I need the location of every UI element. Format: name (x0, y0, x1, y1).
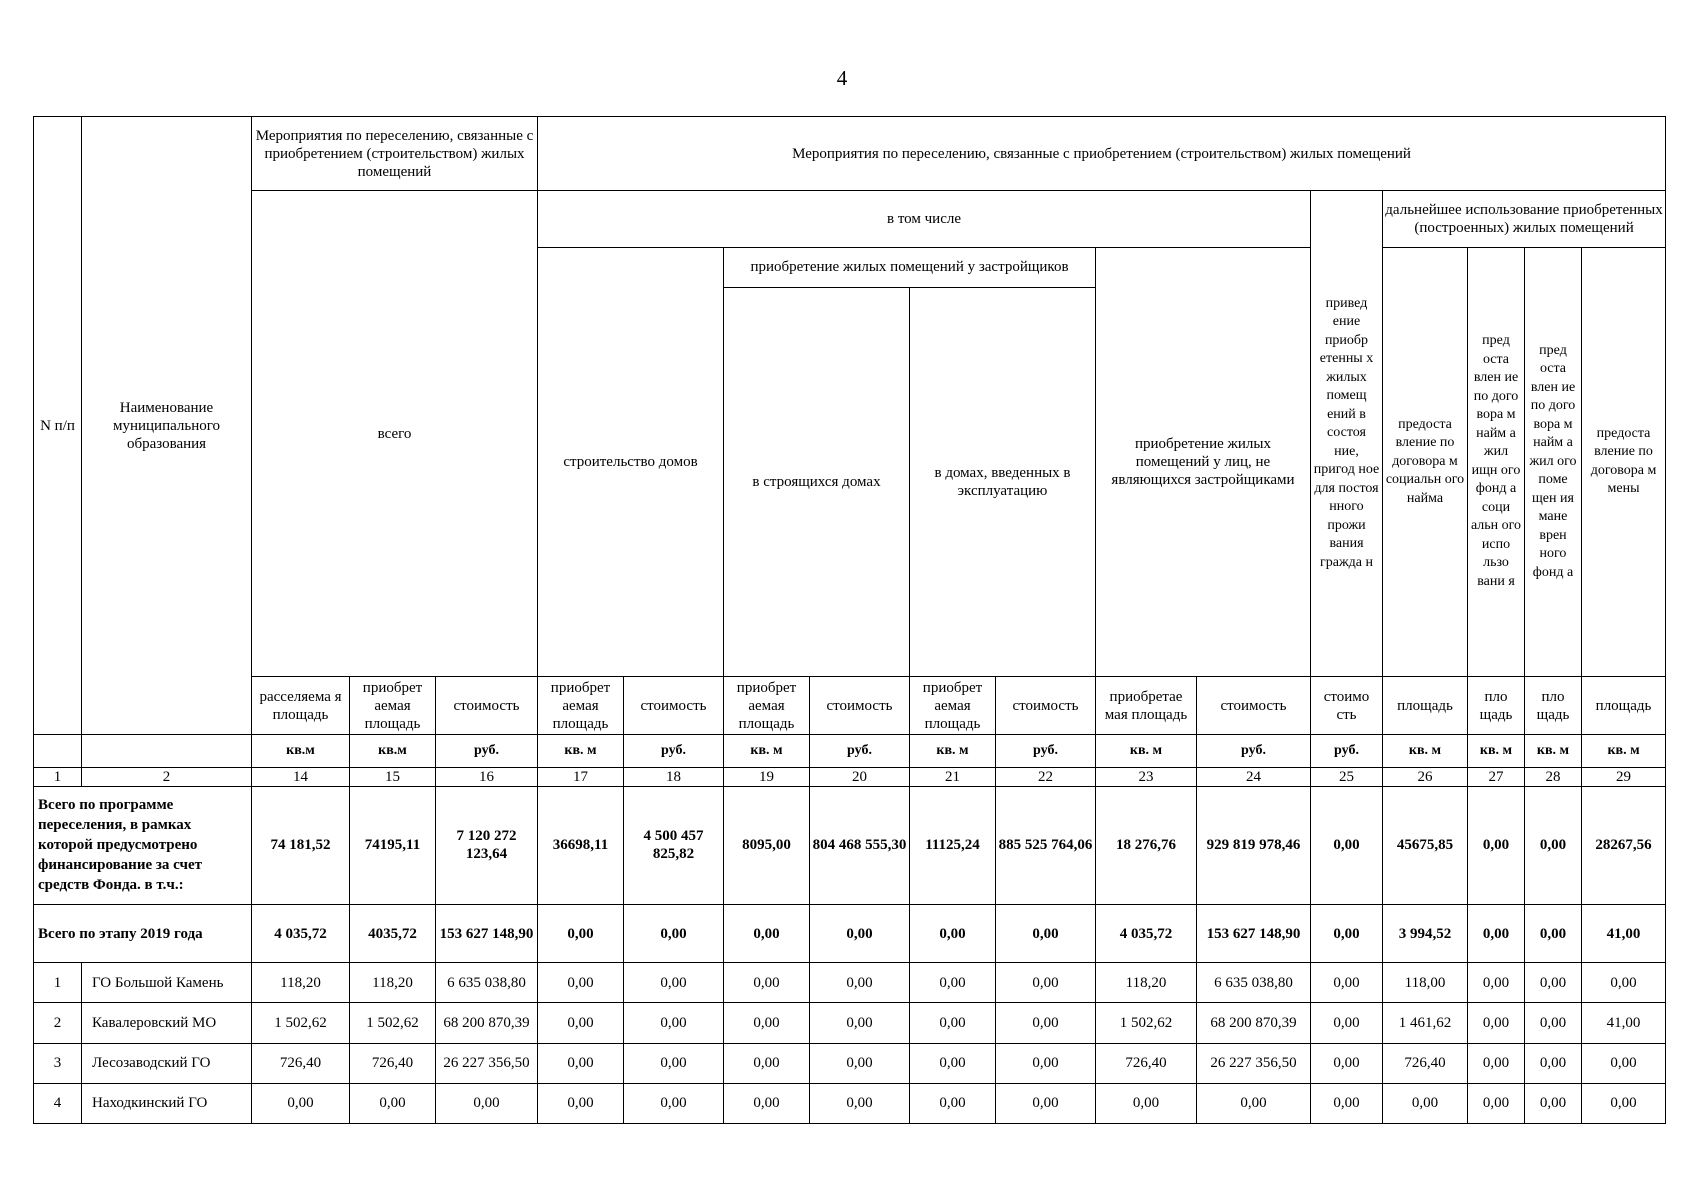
subheader: площадь (1582, 677, 1666, 735)
column-number: 23 (1096, 767, 1197, 786)
table-cell: 0,00 (538, 1003, 624, 1043)
table-cell: 36698,11 (538, 786, 624, 904)
table-cell: 0,00 (724, 1043, 810, 1083)
table-cell: 0,00 (996, 1043, 1096, 1083)
table-cell: 0,00 (996, 1003, 1096, 1043)
table-cell: 0,00 (538, 1043, 624, 1083)
subheader: стоимость (996, 677, 1096, 735)
table-cell: 18 276,76 (1096, 786, 1197, 904)
table-cell: 0,00 (350, 1083, 436, 1123)
table-cell: 118,20 (350, 963, 436, 1003)
table-cell: 0,00 (910, 1003, 996, 1043)
table-cell: 0,00 (1525, 1083, 1582, 1123)
total-label: Всего по этапу 2019 года (34, 905, 252, 963)
table-cell: 0,00 (538, 963, 624, 1003)
resettlement-table (33, 116, 1666, 1124)
header-group-left: Мероприятия по переселению, связанные с приобретением (строительством) жилых помещений (252, 117, 538, 191)
header-vsego: всего (252, 191, 538, 677)
subheader: стоимость (1197, 677, 1311, 735)
header-manevr-fond: пред оста влен ие по дого вора м найм а жил ого поме щен ия мане врен ного фонд а (1525, 247, 1582, 677)
table-cell: 1 502,62 (1096, 1003, 1197, 1043)
table-cell: 0,00 (1468, 1043, 1525, 1083)
unit-label: руб. (996, 735, 1096, 767)
table-cell: 4 035,72 (252, 905, 350, 963)
table-cell: 726,40 (1383, 1043, 1468, 1083)
table-cell: 0,00 (810, 963, 910, 1003)
table-cell: 1 502,62 (252, 1003, 350, 1043)
table-cell: 0,00 (1525, 1043, 1582, 1083)
table-cell: 0,00 (1311, 1003, 1383, 1043)
unit-label: кв. м (1582, 735, 1666, 767)
table-cell: 0,00 (1582, 1083, 1666, 1123)
table-cell: 0,00 (1468, 963, 1525, 1003)
table-cell: 726,40 (252, 1043, 350, 1083)
table-cell: 0,00 (1383, 1083, 1468, 1123)
unit-label: руб. (436, 735, 538, 767)
unit-label: кв. м (910, 735, 996, 767)
subheader: приобретае мая площадь (1096, 677, 1197, 735)
column-number: 1 (34, 767, 82, 786)
table-cell: 0,00 (724, 963, 810, 1003)
subheader: пло щадь (1525, 677, 1582, 735)
table-cell: 41,00 (1582, 1003, 1666, 1043)
header-stroitelstvo: строительство домов (538, 247, 724, 677)
table-cell: 0,00 (624, 1003, 724, 1043)
table-cell: 7 120 272 123,64 (436, 786, 538, 904)
column-number: 16 (436, 767, 538, 786)
table-cell: 0,00 (1311, 905, 1383, 963)
row-number: 2 (34, 1003, 82, 1043)
table-cell: 0,00 (538, 1083, 624, 1123)
table-cell: 11125,24 (910, 786, 996, 904)
table-cell: 0,00 (996, 905, 1096, 963)
total-row-2019 (34, 905, 1666, 963)
header-soc-naim: предоста вление по договора м социальн ого найма (1383, 247, 1468, 677)
table-cell: 0,00 (724, 1003, 810, 1043)
column-number: 18 (624, 767, 724, 786)
total-row-program (34, 786, 1666, 904)
column-number: 21 (910, 767, 996, 786)
table-cell: 0,00 (996, 963, 1096, 1003)
table-row (34, 1043, 1666, 1083)
header-privedenie: привед ение приобр етенны х жилых помещ ений в состоя ние, пригод ное для постоя нного прожи вания гражда н (1311, 191, 1383, 677)
column-number: 22 (996, 767, 1096, 786)
table-cell: 0,00 (1525, 786, 1582, 904)
table-cell: 0,00 (1311, 1083, 1383, 1123)
subheader: приобрет аемая площадь (724, 677, 810, 735)
table-cell: 1 502,62 (350, 1003, 436, 1043)
unit-spacer (82, 735, 252, 767)
unit-label: кв. м (1468, 735, 1525, 767)
header-group-main: Мероприятия по переселению, связанные с приобретением (строительством) жилых помещений (538, 117, 1666, 191)
table-cell: 0,00 (1525, 963, 1582, 1003)
subheader: площадь (1383, 677, 1468, 735)
table-cell: 45675,85 (1383, 786, 1468, 904)
row-number: 4 (34, 1083, 82, 1123)
table-cell: 0,00 (624, 1043, 724, 1083)
header-v-vvedennyh: в домах, введенных в эксплуатацию (910, 287, 1096, 677)
table-cell: 74 181,52 (252, 786, 350, 904)
page-number: 4 (836, 66, 848, 90)
table-cell: 153 627 148,90 (436, 905, 538, 963)
table-cell: 0,00 (252, 1083, 350, 1123)
table-cell: 0,00 (1311, 963, 1383, 1003)
table-cell: 929 819 978,46 (1197, 786, 1311, 904)
table-cell: 0,00 (1096, 1083, 1197, 1123)
column-number: 29 (1582, 767, 1666, 786)
table-cell: 6 635 038,80 (436, 963, 538, 1003)
subheader: расселяема я площадь (252, 677, 350, 735)
table-row (34, 1003, 1666, 1043)
header-priobr-ne-zastr: приобретение жилых помещений у лиц, не являющихся застройщиками (1096, 247, 1311, 677)
table-cell: 0,00 (910, 963, 996, 1003)
column-number: 15 (350, 767, 436, 786)
table-cell: 118,20 (1096, 963, 1197, 1003)
table-cell: 26 227 356,50 (436, 1043, 538, 1083)
table-cell: 1 461,62 (1383, 1003, 1468, 1043)
subheader: приобрет аемая площадь (350, 677, 436, 735)
column-number: 2 (82, 767, 252, 786)
unit-label: руб. (810, 735, 910, 767)
table-cell: 0,00 (436, 1083, 538, 1123)
table-cell: 0,00 (810, 905, 910, 963)
table-cell: 3 994,52 (1383, 905, 1468, 963)
row-number: 3 (34, 1043, 82, 1083)
unit-label: кв. м (1525, 735, 1582, 767)
subheader: приобрет аемая площадь (538, 677, 624, 735)
table-cell: 0,00 (810, 1083, 910, 1123)
subheader: стоимость (624, 677, 724, 735)
table-cell: 0,00 (910, 905, 996, 963)
table-cell: 0,00 (624, 1083, 724, 1123)
subheader: стоимо сть (1311, 677, 1383, 735)
table-cell: 0,00 (1468, 1003, 1525, 1043)
header-dalneyshee: дальнейшее использование приобретенных (построенных) жилых помещений (1383, 191, 1666, 247)
table-cell: 0,00 (910, 1083, 996, 1123)
header-spec-fond: пред оста влен ие по дого вора м найм а жил ищн ого фонд а соци альн ого испо льзо вани я (1468, 247, 1525, 677)
header-v-stroyash: в строящихся домах (724, 287, 910, 677)
unit-spacer (34, 735, 82, 767)
column-number: 28 (1525, 767, 1582, 786)
table-cell: 726,40 (350, 1043, 436, 1083)
municipality-name: Находкинский ГО (82, 1083, 252, 1123)
header-priobr-zastr: приобретение жилых помещений у застройщиков (724, 247, 1096, 287)
table-cell: 0,00 (1468, 905, 1525, 963)
table-cell: 0,00 (810, 1003, 910, 1043)
table-cell: 28267,56 (1582, 786, 1666, 904)
table-cell: 0,00 (1525, 1003, 1582, 1043)
header-n: N п/п (34, 117, 82, 735)
table-cell: 8095,00 (724, 786, 810, 904)
table-cell: 0,00 (1468, 786, 1525, 904)
header-v-tom-chisle: в том числе (538, 191, 1311, 247)
unit-label: кв. м (1096, 735, 1197, 767)
table-cell: 0,00 (624, 963, 724, 1003)
table-cell: 4 035,72 (1096, 905, 1197, 963)
total-label: Всего по программе переселения, в рамках которой предусмотрено финансирование за счет средств Фонда. в т.ч.: (34, 786, 252, 904)
column-number: 14 (252, 767, 350, 786)
table-cell: 804 468 555,30 (810, 786, 910, 904)
column-number: 27 (1468, 767, 1525, 786)
table-cell: 0,00 (996, 1083, 1096, 1123)
column-number: 24 (1197, 767, 1311, 786)
subheader: приобрет аемая площадь (910, 677, 996, 735)
table-cell: 0,00 (1197, 1083, 1311, 1123)
subheader: стоимость (810, 677, 910, 735)
table-cell: 0,00 (1582, 963, 1666, 1003)
table-cell: 0,00 (1311, 786, 1383, 904)
table-cell: 4 500 457 825,82 (624, 786, 724, 904)
unit-label: кв. м (1383, 735, 1468, 767)
table-cell: 153 627 148,90 (1197, 905, 1311, 963)
unit-label: кв. м (724, 735, 810, 767)
table-cell: 0,00 (1468, 1083, 1525, 1123)
unit-label: кв.м (350, 735, 436, 767)
table-cell: 0,00 (1311, 1043, 1383, 1083)
table-cell: 0,00 (1525, 905, 1582, 963)
column-number: 20 (810, 767, 910, 786)
column-number: 17 (538, 767, 624, 786)
table-cell: 0,00 (1582, 1043, 1666, 1083)
column-number: 26 (1383, 767, 1468, 786)
unit-label: руб. (1311, 735, 1383, 767)
table-cell: 68 200 870,39 (436, 1003, 538, 1043)
unit-label: кв. м (538, 735, 624, 767)
table-row (34, 1083, 1666, 1123)
table-cell: 0,00 (724, 905, 810, 963)
header-meny: предоста вление по договора м мены (1582, 247, 1666, 677)
table-cell: 0,00 (810, 1043, 910, 1083)
table-cell: 0,00 (910, 1043, 996, 1083)
subheader: стоимость (436, 677, 538, 735)
column-number: 19 (724, 767, 810, 786)
unit-label: руб. (1197, 735, 1311, 767)
table-cell: 26 227 356,50 (1197, 1043, 1311, 1083)
row-number: 1 (34, 963, 82, 1003)
table-cell: 0,00 (538, 905, 624, 963)
table-cell: 4035,72 (350, 905, 436, 963)
table-cell: 74195,11 (350, 786, 436, 904)
table-cell: 726,40 (1096, 1043, 1197, 1083)
table-cell: 118,00 (1383, 963, 1468, 1003)
table-cell: 118,20 (252, 963, 350, 1003)
column-number: 25 (1311, 767, 1383, 786)
table-cell: 0,00 (724, 1083, 810, 1123)
table-cell: 6 635 038,80 (1197, 963, 1311, 1003)
table-cell: 68 200 870,39 (1197, 1003, 1311, 1043)
header-municipality: Наименование муниципального образования (82, 117, 252, 735)
subheader: пло щадь (1468, 677, 1525, 735)
municipality-name: Кавалеровский МО (82, 1003, 252, 1043)
table-cell: 885 525 764,06 (996, 786, 1096, 904)
municipality-name: ГО Большой Камень (82, 963, 252, 1003)
unit-label: кв.м (252, 735, 350, 767)
table-cell: 0,00 (624, 905, 724, 963)
unit-label: руб. (624, 735, 724, 767)
municipality-name: Лесозаводский ГО (82, 1043, 252, 1083)
table-row (34, 963, 1666, 1003)
table-cell: 41,00 (1582, 905, 1666, 963)
